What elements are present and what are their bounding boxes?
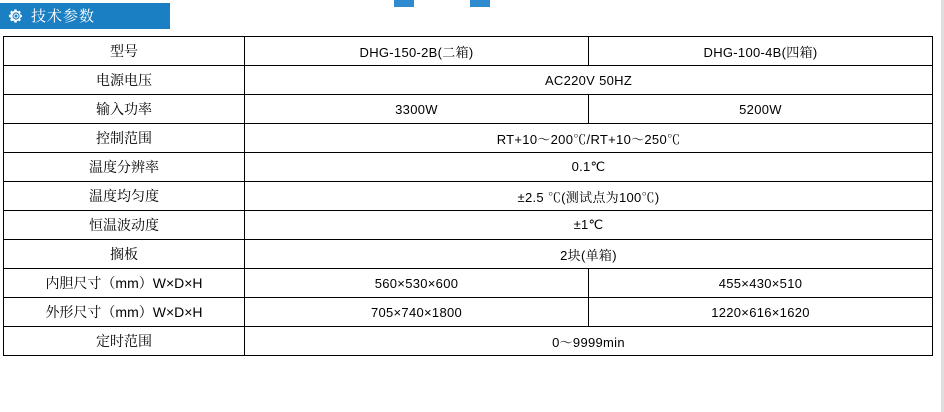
table-row xyxy=(4,327,933,356)
row-label: 控制范围 xyxy=(4,124,245,153)
row-value: 705×740×1800 xyxy=(245,298,589,327)
section-title: 技术参数 xyxy=(31,7,96,25)
specification-table xyxy=(3,36,933,356)
row-value: DHG-150-2B(二箱) xyxy=(245,37,589,66)
table-row xyxy=(4,182,933,211)
row-label: 输入功率 xyxy=(4,95,245,124)
table-row xyxy=(4,124,933,153)
table-row xyxy=(4,240,933,269)
row-value-merged: 2块(单箱) xyxy=(245,240,933,269)
row-label: 型号 xyxy=(4,37,245,66)
row-value: 1220×616×1620 xyxy=(589,298,933,327)
row-label: 电源电压 xyxy=(4,66,245,95)
row-label: 搁板 xyxy=(4,240,245,269)
row-label: 温度分辨率 xyxy=(4,153,245,182)
row-value-merged: RT+10～200℃/RT+10～250℃ xyxy=(245,124,933,153)
row-value-merged: 0.1℃ xyxy=(245,153,933,182)
row-label: 温度均匀度 xyxy=(4,182,245,211)
table-row xyxy=(4,269,933,298)
row-value: 3300W xyxy=(245,95,589,124)
row-value-merged: AC220V 50HZ xyxy=(245,66,933,95)
row-value: DHG-100-4B(四箱) xyxy=(589,37,933,66)
row-label: 内胆尺寸（mm）W×D×H xyxy=(4,269,245,298)
table-row xyxy=(4,37,933,66)
row-label: 恒温波动度 xyxy=(4,211,245,240)
table-row xyxy=(4,66,933,95)
row-value-merged: 0～9999min xyxy=(245,327,933,356)
row-value: 560×530×600 xyxy=(245,269,589,298)
section-header xyxy=(0,3,170,29)
gear-icon xyxy=(8,8,24,24)
row-value: 455×430×510 xyxy=(589,269,933,298)
table-row xyxy=(4,298,933,327)
row-value-merged: ±2.5 ℃(测试点为100℃) xyxy=(245,182,933,211)
table-row xyxy=(4,211,933,240)
row-label: 外形尺寸（mm）W×D×H xyxy=(4,298,245,327)
row-label: 定时范围 xyxy=(4,327,245,356)
row-value: 5200W xyxy=(589,95,933,124)
row-value-merged: ±1℃ xyxy=(245,211,933,240)
table-row xyxy=(4,153,933,182)
table-row xyxy=(4,95,933,124)
